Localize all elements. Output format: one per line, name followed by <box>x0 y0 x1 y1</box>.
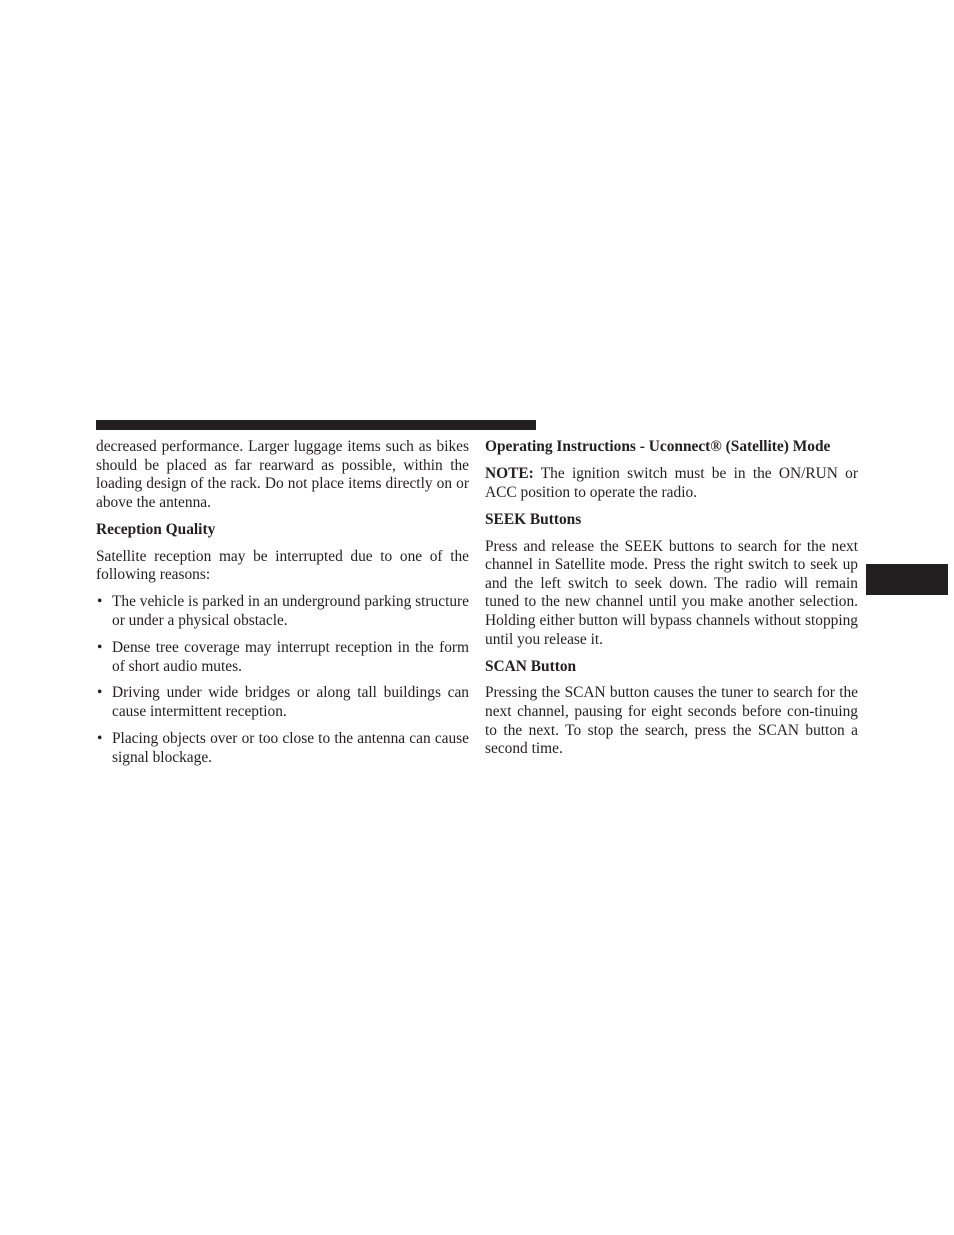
reception-paragraph: Satellite reception may be interrupted due to one of the following reasons: <box>96 547 469 584</box>
intro-paragraph: decreased performance. Larger luggage items such as bikes should be placed as far rearward as possible, within the loading design of the rack. Do not place items directly on or above the antenna. <box>96 438 469 511</box>
list-item <box>96 639 469 676</box>
bullet-icon: • <box>97 638 103 656</box>
header-rule <box>96 420 536 430</box>
list-item <box>96 684 469 721</box>
reception-reasons-list <box>96 593 469 767</box>
scan-paragraph: Pressing the SCAN button causes the tuner to search for the next channel, pausing for eight seconds before con-tinuing to the next. To stop the search, press the SCAN button a second time. <box>485 684 858 758</box>
list-item-text: The vehicle is parked in an underground parking structure or under a physical obstacle. <box>112 593 470 629</box>
note-text: The ignition switch must be in the ON/RUN or ACC position to operate the radio. <box>485 464 858 501</box>
list-item <box>96 593 469 630</box>
left-column <box>96 438 469 776</box>
bullet-icon: • <box>97 684 103 702</box>
list-item-text: Placing objects over or too close to the antenna can cause signal blockage. <box>112 730 469 766</box>
reception-quality-heading: Reception Quality <box>96 520 216 538</box>
section-tab-marker <box>866 564 948 595</box>
list-item-text: Dense tree coverage may interrupt reception in the form of short audio mutes. <box>112 638 469 675</box>
bullet-icon: • <box>97 593 103 611</box>
scan-button-heading: SCAN Button <box>485 657 577 675</box>
list-item <box>96 730 469 767</box>
bullet-icon: • <box>97 730 103 748</box>
operating-instructions-heading: Operating Instructions - Uconnect® (Satellite) Mode <box>485 438 831 455</box>
right-column <box>485 438 858 767</box>
note-paragraph <box>485 465 858 502</box>
note-label: NOTE: <box>485 464 534 482</box>
list-item-text: Driving under wide bridges or along tall buildings can cause intermittent reception. <box>112 684 469 721</box>
seek-paragraph: Press and release the SEEK buttons to search for the next channel in Satellite mode. Press the right switch to seek up and the left switch to seek down. The radio will remain tuned to the new channel until you make another selection. Holding either button will bypass channels without stopping until you release it. <box>485 537 858 648</box>
seek-buttons-heading: SEEK Buttons <box>485 510 582 528</box>
